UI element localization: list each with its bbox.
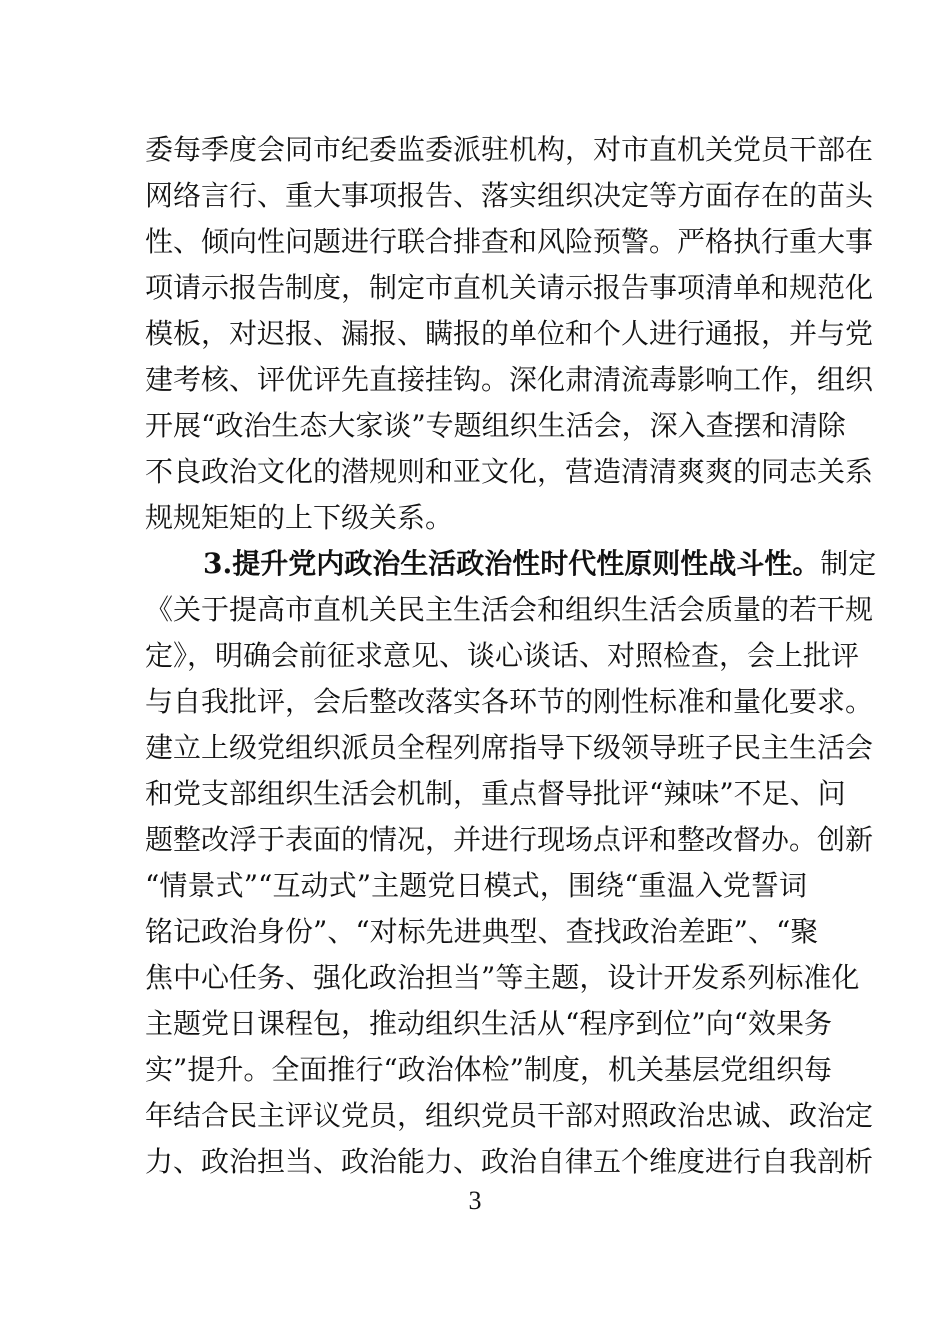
text-line: 年结合民主评议党员，组织党员干部对照政治忠诚、政治定 bbox=[145, 1099, 874, 1132]
text-line: 开展“政治生态大家谈”专题组织生活会，深入查摆和清除 bbox=[145, 409, 846, 442]
text-line: 性、倾向性问题进行联合排查和风险预警。严格执行重大事 bbox=[145, 225, 874, 258]
paragraph-2 bbox=[145, 541, 877, 1185]
text-line: 网络言行、重大事项报告、落实组织决定等方面存在的苗头 bbox=[145, 179, 874, 212]
text-line: “情景式”“互动式”主题党日模式，围绕“重温入党誓词 bbox=[145, 869, 807, 902]
paragraph-1 bbox=[145, 127, 874, 541]
text-line: 和党支部组织生活会机制，重点督导批评“辣味”不足、问 bbox=[145, 777, 846, 810]
text-run: 制定 bbox=[820, 547, 877, 580]
text-line: 建立上级党组织派员全程列席指导下级领导班子民主生活会 bbox=[145, 731, 874, 764]
text-line: 实”提升。全面推行“政治体检”制度，机关基层党组织每 bbox=[145, 1053, 832, 1086]
document-body bbox=[145, 127, 877, 1185]
text-line: 模板，对迟报、漏报、瞒报的单位和个人进行通报，并与党 bbox=[145, 317, 874, 350]
text-line: 规规矩矩的上下级关系。 bbox=[145, 501, 454, 534]
text-line: 焦中心任务、强化政治担当”等主题，设计开发系列标准化 bbox=[145, 961, 860, 994]
text-line: 定》，明确会前征求意见、谈心谈话、对照检查，会上批评 bbox=[145, 639, 860, 672]
text-line: 项请示报告制度，制定市直机关请示报告事项清单和规范化 bbox=[145, 271, 874, 304]
section-heading: 3.提升党内政治生活政治性时代性原则性战斗性。 bbox=[203, 547, 821, 580]
text-line: 铭记政治身份”、“对标先进典型、查找政治差距”、“聚 bbox=[145, 915, 819, 948]
text-line: 委每季度会同市纪委监委派驻机构，对市直机关党员干部在 bbox=[145, 133, 874, 166]
text-line: 建考核、评优评先直接挂钩。深化肃清流毒影响工作，组织 bbox=[145, 363, 874, 396]
text-line: 力、政治担当、政治能力、政治自律五个维度进行自我剖析 bbox=[145, 1145, 874, 1178]
text-line bbox=[145, 541, 877, 587]
text-line: 题整改浮于表面的情况，并进行现场点评和整改督办。创新 bbox=[145, 823, 874, 856]
text-line: 《关于提高市直机关民主生活会和组织生活会质量的若干规 bbox=[145, 593, 874, 626]
text-line: 不良政治文化的潜规则和亚文化，营造清清爽爽的同志关系 bbox=[145, 455, 874, 488]
page-number: 3 bbox=[468, 1186, 482, 1215]
text-line: 与自我批评，会后整改落实各环节的刚性标准和量化要求。 bbox=[145, 685, 874, 718]
text-line: 主题党日课程包，推动组织生活从“程序到位”向“效果务 bbox=[145, 1007, 832, 1040]
